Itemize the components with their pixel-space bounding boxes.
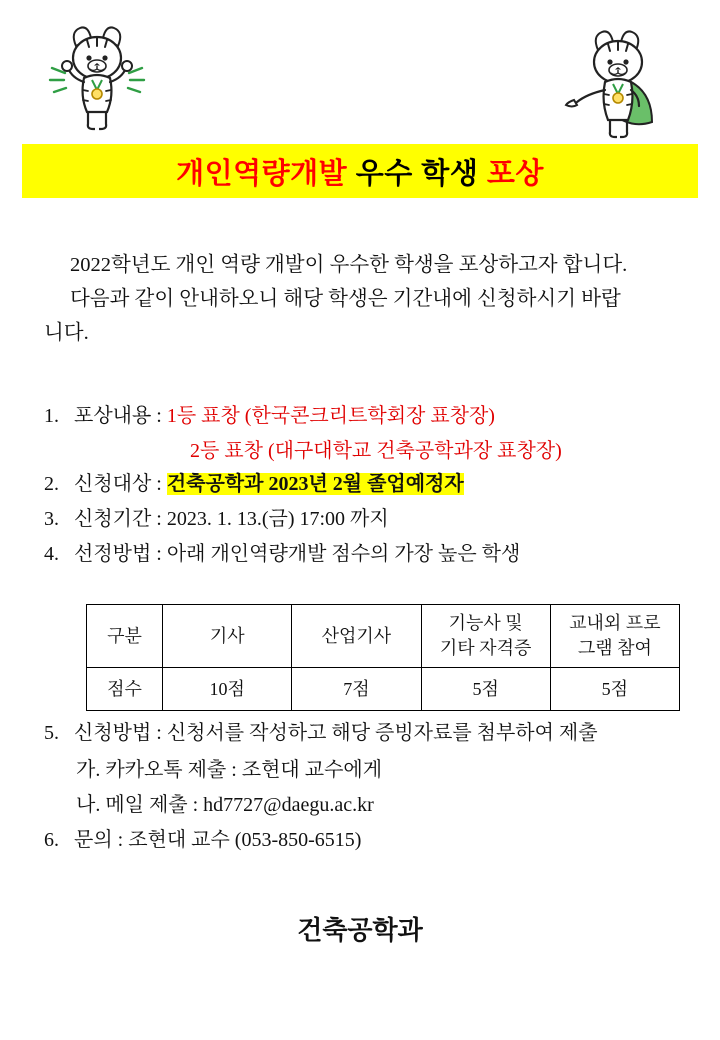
- list-subitem-email: 나. 메일 제출 : hd7727@daegu.ac.kr: [76, 794, 374, 816]
- notice-list-lower: [44, 716, 692, 860]
- list-item-number: 6.: [44, 829, 59, 851]
- list-item-value: 1등 표창 (한국콘크리트학회장 표창장): [166, 405, 495, 427]
- table-cell: 5점: [550, 668, 679, 711]
- list-subitem-kakao: 가. 카카오톡 제출 : 조현대 교수에게: [76, 759, 383, 781]
- list-item-number: 4.: [44, 543, 59, 565]
- list-item-label: 신청대상 :: [74, 473, 167, 495]
- intro-paragraph: [44, 248, 684, 350]
- table-cell: 10점: [163, 668, 292, 711]
- table-cell: 5점: [421, 668, 550, 711]
- table-row: [87, 668, 680, 711]
- title-prefix: 개인역량개발: [176, 157, 348, 190]
- list-item-number: 1.: [44, 405, 59, 427]
- title-suffix: 포상: [486, 157, 544, 190]
- list-item-label: 포상내용 :: [74, 405, 167, 427]
- table-header-cell: 기사: [163, 605, 292, 668]
- table-row-label: 점수: [87, 668, 163, 711]
- list-item: [44, 400, 692, 433]
- list-item-value: 신청서를 작성하고 해당 증빙자료를 첨부하여 제출: [166, 722, 598, 744]
- list-item: [44, 538, 692, 571]
- table-header-cell: [421, 605, 550, 668]
- list-item-number: 2.: [44, 473, 59, 495]
- table-header-cell-line1: 기능사 및: [448, 613, 523, 633]
- tiger-mascot-left: [42, 18, 152, 143]
- page-title: [176, 151, 544, 192]
- list-item-text: [74, 503, 692, 536]
- table-header-cell: 산업기사: [292, 605, 421, 668]
- list-item-label: 문의 :: [74, 829, 129, 851]
- list-item-text: [74, 538, 692, 571]
- title-banner: [22, 144, 698, 198]
- list-item: [44, 468, 692, 501]
- tiger-mascot-right: [552, 24, 672, 149]
- title-middle: 우수 학생: [347, 157, 487, 190]
- list-item-label: 신청방법 :: [74, 722, 167, 744]
- list-item-number: 5.: [44, 722, 59, 744]
- list-item-value: 조현대 교수 (053-850-6515): [128, 829, 362, 851]
- list-item-subline: 2등 표창 (대구대학교 건축공학과장 표창장): [190, 440, 562, 462]
- intro-line-1: 2022학년도 개인 역량 개발이 우수한 학생을 포상하고자 합니다.: [70, 254, 628, 276]
- score-table: [86, 604, 680, 711]
- list-item-value-highlighted: 건축공학과 2023년 2월 졸업예정자: [166, 473, 464, 495]
- table-header-cell: 구분: [87, 605, 163, 668]
- table-header-cell-line2: 그램 참여: [577, 638, 652, 658]
- list-item-number: 3.: [44, 508, 59, 530]
- list-item-text: [74, 823, 692, 858]
- list-item-text: [74, 468, 692, 501]
- list-item-label: 선정방법 :: [74, 543, 167, 565]
- table-header-row: [87, 605, 680, 668]
- score-table-wrapper: [86, 604, 680, 711]
- table-header-cell-line1: 교내외 프로: [569, 613, 661, 633]
- intro-line-3: 니다.: [44, 322, 89, 344]
- list-item-text: [74, 716, 692, 751]
- list-item-text: [74, 400, 692, 433]
- list-item-label: 신청기간 :: [74, 508, 167, 530]
- list-item-value: 2023. 1. 13.(금) 17:00 까지: [166, 508, 389, 530]
- intro-line-2: 다음과 같이 안내하오니 해당 학생은 기간내에 신청하시기 바랍: [70, 288, 621, 310]
- list-item: [44, 716, 692, 751]
- list-item: [44, 503, 692, 536]
- table-cell: 7점: [292, 668, 421, 711]
- footer-department: 건축공학과: [297, 915, 423, 945]
- list-item-value: 아래 개인역량개발 점수의 가장 높은 학생: [166, 543, 521, 565]
- table-header-cell: [550, 605, 679, 668]
- table-header-cell-line2: 기타 자격증: [439, 638, 532, 658]
- notice-list-upper: [44, 400, 692, 573]
- list-item: [44, 823, 692, 858]
